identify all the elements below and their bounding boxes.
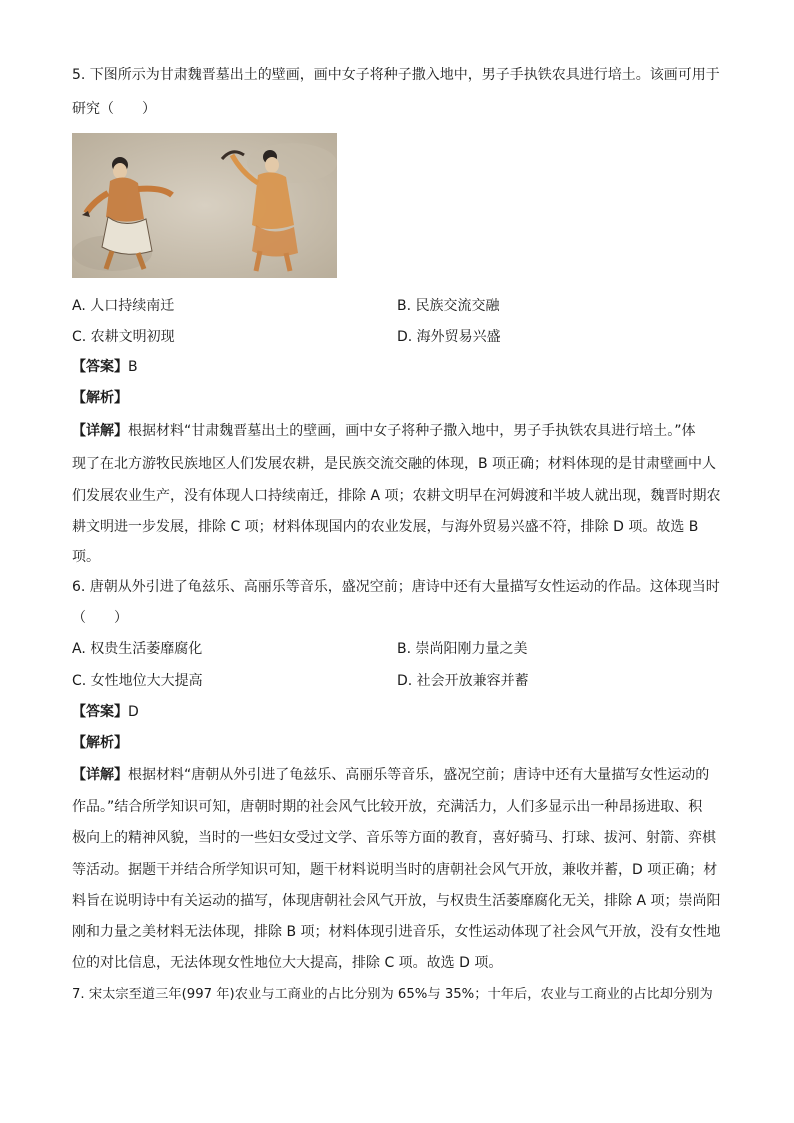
mural-image bbox=[72, 133, 337, 278]
q5-option-c: C. 农耕文明初现 bbox=[72, 329, 175, 345]
q6-stem-line1: 6. 唐朝从外引进了龟兹乐、高丽乐等音乐，盛况空前；唐诗中还有大量描写女性运动的作品。这体现当时 bbox=[72, 579, 720, 595]
q6-detail-line: 等活动。据题干并结合所学知识可知，题干材料说明当时的唐朝社会风气开放，兼收并蓄，D 项正确；材 bbox=[72, 862, 718, 878]
q5-analysis-title bbox=[72, 389, 128, 407]
q5-detail-line: 耕文明进一步发展，排除 C 项；材料体现国内的农业发展，与海外贸易兴盛不符，排除 D 项。故选 B bbox=[72, 519, 699, 535]
q6-option-c: C. 女性地位大大提高 bbox=[72, 673, 203, 689]
section-label: 【解析】 bbox=[72, 390, 128, 406]
section-label: 【解析】 bbox=[72, 735, 128, 751]
section-label: 【详解】 bbox=[72, 767, 128, 783]
q5-detail-line: 现了在北方游牧民族地区人们发展农耕，是民族交流交融的体现，B 项正确；材料体现的是甘肃壁画中人 bbox=[72, 456, 717, 472]
q5-detail-line: 【详解】根据材料“甘肃魏晋墓出土的壁画，画中女子将种子撒入地中，男子手执铁农具进行培土。”体 bbox=[72, 423, 696, 439]
q6-detail-line: 极向上的精神风貌，当时的一些妇女受过文学、音乐等方面的教育，喜好骑马、打球、拔河、射箭、弈棋 bbox=[72, 830, 716, 846]
q5-answer: 【答案】B bbox=[72, 359, 138, 375]
q6-detail-line: 作品。”结合所学知识可知，唐朝时期的社会风气比较开放，充满活力，人们多显示出一种昂扬进取、积 bbox=[72, 799, 703, 815]
q5-option-a: A. 人口持续南迁 bbox=[72, 298, 175, 314]
q6-option-b: B. 崇尚阳刚力量之美 bbox=[397, 641, 528, 657]
q5-option-d: D. 海外贸易兴盛 bbox=[397, 329, 501, 345]
q5-detail-line: 项。 bbox=[72, 549, 100, 565]
q6-option-d: D. 社会开放兼容并蓄 bbox=[397, 673, 529, 689]
q6-detail-line: 位的对比信息，无法体现女性地位大大提高，排除 C 项。故选 D 项。 bbox=[72, 955, 503, 971]
q5-detail-line: 们发展农业生产，没有体现人口持续南迁，排除 A 项；农耕文明早在河姆渡和半坡人就出现，魏晋时期农 bbox=[72, 488, 721, 504]
q6-stem-line2: （ ） bbox=[72, 610, 128, 626]
section-label: 【答案】 bbox=[72, 704, 128, 720]
q6-detail-line: 刚和力量之美材料无法体现，排除 B 项；材料体现引进音乐，女性运动体现了社会风气开放，没有女性地 bbox=[72, 924, 721, 940]
section-label: 【答案】 bbox=[72, 359, 128, 375]
q7-stem-line1: 7. 宋太宗至道三年(997 年)农业与工商业的占比分别为 65%与 35%；十年后，农业与工商业的占比却分别为 bbox=[72, 987, 713, 1002]
section-label: 【详解】 bbox=[72, 423, 128, 439]
q5-stem-line1: 5. 下图所示为甘肃魏晋墓出土的壁画，画中女子将种子撒入地中，男子手执铁农具进行培土。该画可用于 bbox=[72, 67, 720, 83]
q5-stem-line2: 研究（ ） bbox=[72, 101, 156, 117]
q6-detail-line: 料旨在说明诗中有关运动的描写，体现唐朝社会风气开放，与权贵生活萎靡腐化无关，排除 A 项；崇尚阳 bbox=[72, 893, 721, 909]
q6-answer: 【答案】D bbox=[72, 704, 139, 720]
q5-option-b: B. 民族交流交融 bbox=[397, 298, 500, 314]
q6-detail-line: 【详解】根据材料“唐朝从外引进了龟兹乐、高丽乐等音乐，盛况空前；唐诗中还有大量描写女性运动的 bbox=[72, 767, 710, 783]
q6-analysis-title bbox=[72, 734, 128, 752]
q6-option-a: A. 权贵生活萎靡腐化 bbox=[72, 641, 203, 657]
